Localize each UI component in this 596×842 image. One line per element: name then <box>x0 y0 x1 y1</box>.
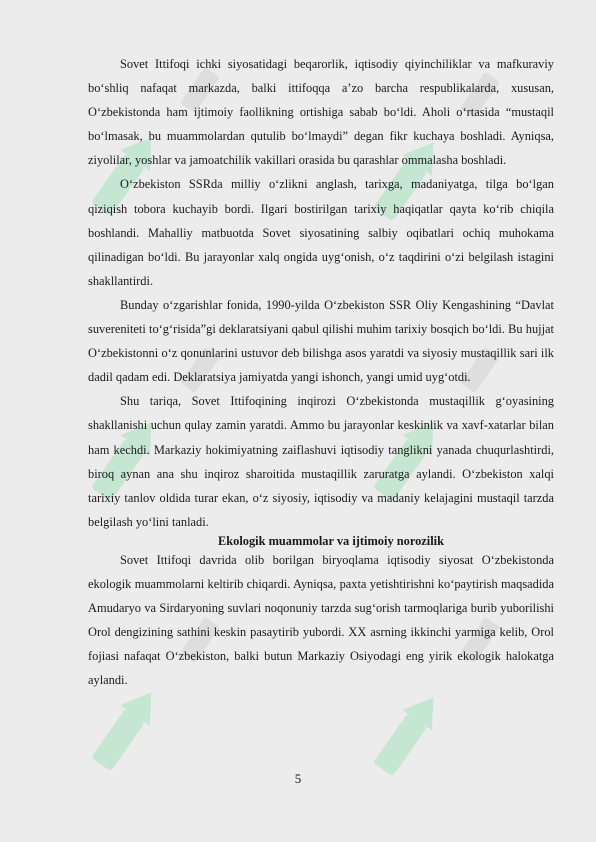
section-heading: Ekologik muammolar va ijtimoiy norozilik <box>217 533 445 548</box>
paragraph: Sovet Ittifoqi davrida olib borilgan biryoqlama iqtisodiy siyosat O‘zbekistonda ekologik muammolarni keltirib chiqardi. Ayniqsa, paxta yetishtirishni ko‘paytirish maqsadida Amudaryo va Sirdaryoning suvlari noqonuniy tarzda sug‘orish tarmoqlariga burib yuborilishi Orol dengizining sathini keskin pasaytirib yubordi. XX asrning ikkinchi yarmiga kelib, Orol fojiasi nafaqat O‘zbekiston, balki butun Markaziy Osiyodagi eng yirik ekologik halokatga aylandi. <box>88 552 554 688</box>
paragraph: O‘zbekiston SSRda milliy o‘zlikni anglash, tarixga, madaniyatga, tilga bo‘lgan qiziqish tobora kuchayib bordi. Ilgari bostirilgan tarixiy haqiqatlar qayta ko‘rib chiqila boshlandi. Mahalliy matbuotda Sovet siyosatining salbiy oqibatlari ochiq muhokama qilinadigan bo‘ldi. Bu jarayonlar xalq ongida uyg‘onish, o‘z taqdirini o‘zi belgilash istagini shakllantirdi. <box>88 177 554 288</box>
paragraph: Bunday o‘zgarishlar fonida, 1990-yilda O‘zbekiston SSR Oliy Kengashining “Davlat suvereniteti to‘g‘risida”gi deklaratsiyani qabul qilishi muhim tarixiy bosqich bo‘ldi. Bu hujjat O‘zbekistonni o‘z qonunlarini ustuvor deb bilishga asos yaratdi va siyosiy mustaqillik sari ilk dadil qadam edi. Deklaratsiya jamiyatda yangi ishonch, yangi umid uyg‘otdi. <box>88 297 554 385</box>
document-body <box>88 52 554 692</box>
page-number: 5 <box>294 771 302 786</box>
watermark-logo-icon <box>86 682 166 775</box>
paragraph: Sovet Ittifoqi ichki siyosatidagi beqarorlik, iqtisodiy qiyinchiliklar va mafkuraviy bo‘shliq nafaqat markazda, balki ittifoqqa a’zo barcha respublikalarda, xususan, O‘zbekistonda ham ijtimoiy faollikning ortishiga sabab bo‘ldi. Aholi o‘rtasida “mustaqil bo‘lmasak, bu muammolardan qutulib bo‘lmaydi” degan fikr kuchaya boshladi. Ayniqsa, ziyolilar, yoshlar va jamoatchilik vakillari orasida bu qarashlar ommalasha boshladi. <box>88 57 554 168</box>
watermark-logo-icon <box>368 687 448 780</box>
paragraph: Shu tariqa, Sovet Ittifoqining inqirozi O‘zbekistonda mustaqillik g‘oyasining shakllanishi uchun qulay zamin yaratdi. Ammo bu jarayonlar keskinlik va xavf-xatarlar bilan ham kechdi. Markaziy hokimiyatning zaiflashuvi iqtisodiy tanglikni yanada chuqurlashtirdi, biroq aynan ana shu inqiroz sharoitida mustaqillik zaruratga aylandi. O‘zbekiston xalqi tarixiy tanlov oldida turar ekan, o‘z siyosiy, iqtisodiy va madaniy kelajagini mustaqil tarzda belgilash yo‘lini tanladi. <box>88 394 554 529</box>
